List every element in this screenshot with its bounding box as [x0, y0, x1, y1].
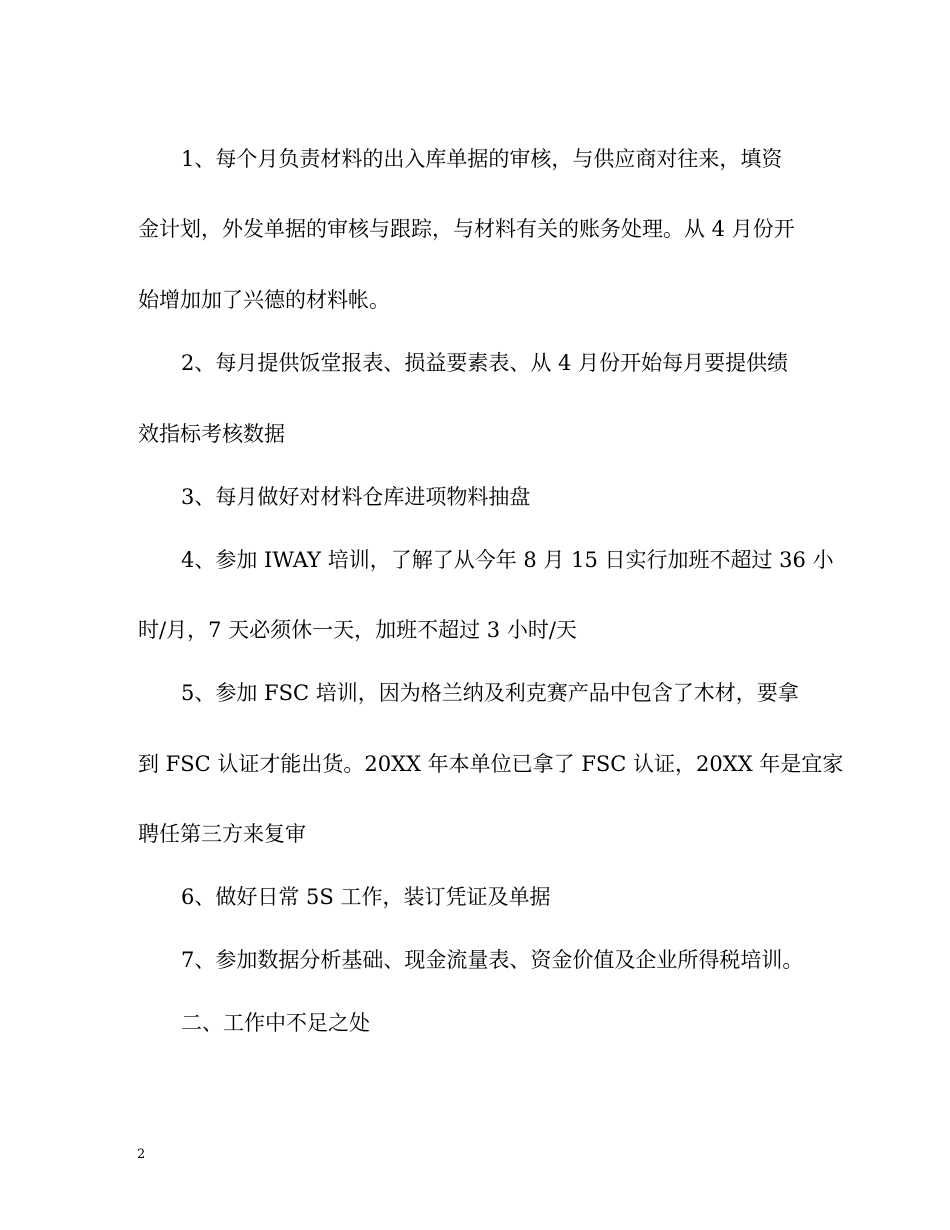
paragraph-1-line-3: 始增加加了兴德的材料帐。: [138, 288, 390, 312]
paragraph-5-line-2: 到 FSC 认证才能出货。20XX 年本单位已拿了 FSC 认证，20XX 年是宜家: [138, 752, 844, 776]
paragraph-4-line-2: 时/月，7 天必须休一天，加班不超过 3 小时/天: [138, 618, 577, 642]
paragraph-1-line-1: 1、每个月负责材料的出入库单据的审核，与供应商对往来，填资: [181, 147, 783, 171]
paragraph-4-line-1: 4、参加 IWAY 培训，了解了从今年 8 月 15 日实行加班不超过 36 小: [181, 548, 834, 572]
page-number: 2: [137, 1147, 146, 1162]
paragraph-2-line-1: 2、每月提供饭堂报表、损益要素表、从 4 月份开始每月要提供绩: [181, 351, 789, 375]
paragraph-1-line-2: 金计划，外发单据的审核与跟踪，与材料有关的账务处理。从 4 月份开: [138, 217, 795, 241]
paragraph-5-line-3: 聘任第三方来复审: [138, 822, 306, 846]
paragraph-3: 3、每月做好对材料仓库进项物料抽盘: [181, 485, 531, 509]
paragraph-5-line-1: 5、参加 FSC 培训，因为格兰纳及利克赛产品中包含了木材，要拿: [181, 681, 799, 705]
paragraph-2-line-2: 效指标考核数据: [138, 422, 285, 446]
section-heading: 二、工作中不足之处: [181, 1011, 370, 1035]
paragraph-6: 6、做好日常 5S 工作，装订凭证及单据: [181, 885, 551, 909]
paragraph-7: 7、参加数据分析基础、现金流量表、资金价值及企业所得税培训。: [181, 948, 804, 972]
